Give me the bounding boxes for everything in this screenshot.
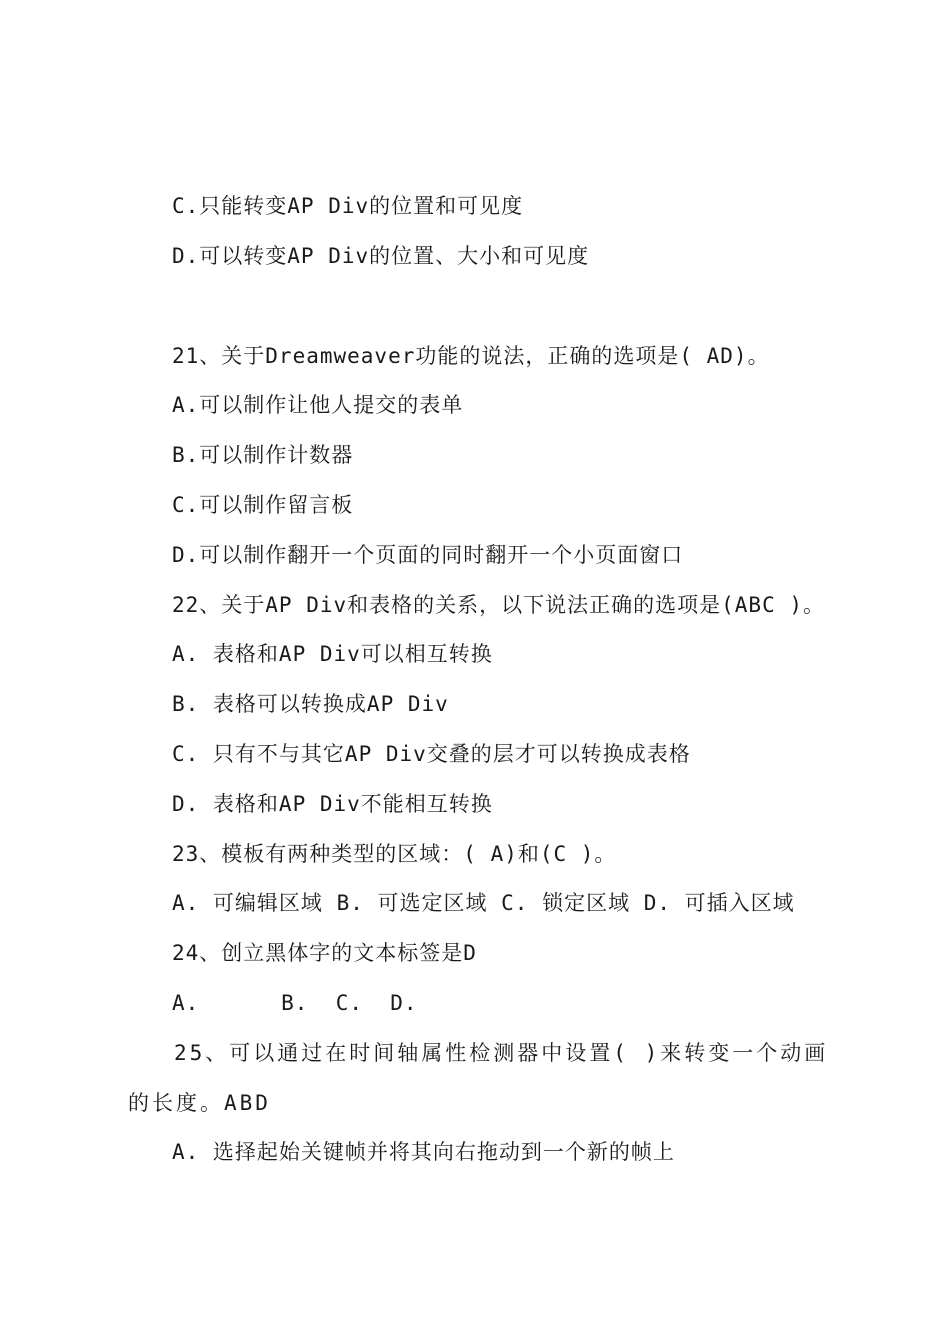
- q22-option-d: D. 表格和AP Div不能相互转换: [172, 792, 493, 816]
- q21-option-c: C.可以制作留言板: [172, 493, 354, 517]
- option-d-line: D.可以转变AP Div的位置、大小和可见度: [172, 244, 590, 268]
- question-23: 23、模板有两种类型的区域：( A)和(C )。: [172, 842, 617, 866]
- question-21: 21、关于Dreamweaver功能的说法，正确的选项是( AD)。: [172, 344, 770, 368]
- q24-options: A. B. C. D.: [172, 991, 418, 1015]
- question-22: 22、关于AP Div和表格的关系，以下说法正确的选项是(ABC )。: [172, 593, 826, 617]
- question-25: 25、可以通过在时间轴属性检测器中设置( )来转变一个动画的长度。ABD: [128, 1041, 829, 1115]
- q21-option-d: D.可以制作翻开一个页面的同时翻开一个小页面窗口: [172, 543, 684, 567]
- q22-option-c: C. 只有不与其它AP Div交叠的层才可以转换成表格: [172, 742, 691, 766]
- q25-option-a: A. 选择起始关键帧并将其向右拖动到一个新的帧上: [172, 1140, 675, 1164]
- q22-option-a: A. 表格和AP Div可以相互转换: [172, 642, 493, 666]
- q22-option-b: B. 表格可以转换成AP Div: [172, 692, 449, 716]
- question-24: 24、创立黑体字的文本标签是D: [172, 941, 477, 965]
- q21-option-b: B.可以制作计数器: [172, 443, 354, 467]
- q21-option-a: A.可以制作让他人提交的表单: [172, 393, 464, 417]
- option-c-line: C.只能转变AP Div的位置和可见度: [172, 194, 524, 218]
- q23-options: A. 可编辑区域 B. 可选定区域 C. 锁定区域 D. 可插入区域: [172, 891, 795, 915]
